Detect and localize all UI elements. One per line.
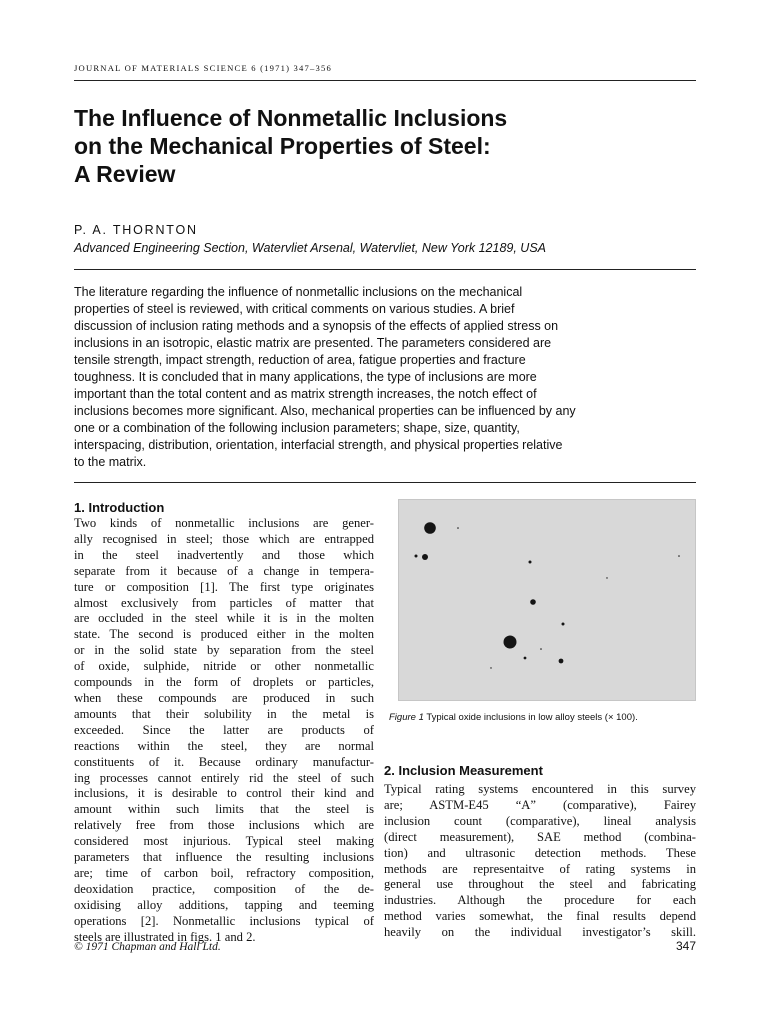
author-name: P. A. THORNTON [74, 223, 198, 237]
body-line: in the steel inadvertently and those which [74, 547, 374, 562]
body-line: industries. Although the procedure for each [384, 893, 696, 908]
inclusion-particle [415, 555, 418, 558]
inclusion-particle [490, 667, 491, 668]
inclusion-particle [530, 599, 536, 605]
inclusion-particle [424, 522, 436, 534]
micrograph-svg [399, 500, 695, 700]
introduction-body [74, 516, 374, 945]
body-line: relatively free from those inclusions which are [74, 818, 374, 833]
figure-caption-text: Typical oxide inclusions in low alloy steels (× 100). [426, 712, 638, 723]
body-line: ture or composition [1]. The first type originates [74, 579, 374, 594]
abstract-line: discussion of inclusion rating methods and a synopsis of the effects of applied stress on [74, 319, 559, 333]
divider-rule [74, 482, 696, 483]
inclusion-particle [559, 659, 564, 664]
abstract-line: one or a combination of the following inclusion parameters; shape, size, quantity, [74, 421, 520, 435]
body-line: inclusions, it is desirable to control their kind and [74, 786, 374, 801]
body-line: when these compounds are produced in such [74, 690, 374, 705]
body-line: inclusion count (comparative), lineal analysis [384, 813, 696, 828]
body-line: are; time of carbon boil, refractory composition, [74, 865, 374, 880]
divider-rule [74, 269, 696, 270]
body-line: parameters that influence the resulting inclusions [74, 850, 374, 865]
body-line: ing processes cannot entirely rid the steel of such [74, 770, 374, 785]
inclusion-particle [540, 648, 542, 650]
body-line: compounds in the form of droplets or particles, [74, 675, 374, 690]
inclusion-measurement-heading: 2. Inclusion Measurement [384, 763, 543, 778]
inclusion-particle [457, 527, 459, 529]
abstract-line: inclusions in an isotropic, elastic matrix are presented. The parameters considered are [74, 336, 552, 350]
body-line: state. The second is produced either in the molten [74, 627, 374, 642]
abstract-line: inclusions becomes more significant. Also, mechanical properties can be influenced by any [74, 404, 576, 418]
abstract-line: The literature regarding the influence of nonmetallic inclusions on the mechanical [74, 285, 523, 299]
body-line: method varies somewhat, the final results depend [384, 909, 696, 924]
title-line: The Influence of Nonmetallic Inclusions [74, 105, 508, 131]
body-line: considered most injurious. Typical steel making [74, 834, 374, 849]
body-line: Typical rating systems encountered in this survey [384, 782, 696, 796]
body-line: reactions within the steel, they are normal [74, 738, 374, 753]
body-line: (direct measurement), SAE method (combina- [384, 829, 696, 844]
title-line: A Review [74, 161, 176, 187]
body-line: separate from it because of a change in tempera- [74, 563, 374, 578]
body-line: exceeded. Since the latter are products of [74, 722, 374, 737]
inclusion-particle [678, 555, 680, 557]
body-line: ally recognised in steel; those which are entrapped [74, 531, 374, 546]
title-line: on the Mechanical Properties of Steel: [74, 133, 491, 159]
inclusion-particle [606, 577, 607, 578]
inclusion-particle [524, 657, 527, 660]
body-line: are; ASTM-E45 “A” (comparative), Fairey [384, 797, 696, 812]
body-line: amounts that their solubility in the metal is [74, 706, 374, 721]
figure-micrograph [398, 499, 696, 701]
inclusion-particle [422, 554, 428, 560]
body-line: almost exclusively from particles of matter that [74, 595, 374, 610]
body-line: operations [2]. Nonmetallic inclusions typical of [74, 913, 374, 928]
page-number: 347 [675, 939, 696, 953]
body-line: or in the solid state by separation from the steel [74, 643, 374, 658]
abstract-line: to the matrix. [74, 455, 147, 469]
figure-label: Figure 1 [389, 712, 424, 723]
copyright-notice: © 1971 Chapman and Hall Ltd. [74, 941, 221, 953]
abstract [74, 284, 696, 471]
body-line: heavily on the individual investigator’s skill. [384, 925, 696, 940]
abstract-line: tensile strength, impact strength, reduction of area, fatigue properties and fracture [74, 353, 526, 367]
inclusion-particle [504, 636, 517, 649]
body-line: Two kinds of nonmetallic inclusions are gener- [74, 516, 374, 530]
body-line: steels are illustrated in figs. 1 and 2. [74, 929, 256, 944]
body-line: oxidising alloy additions, tapping and teeming [74, 897, 374, 912]
body-line: amount within such limits that the steel is [74, 802, 374, 817]
micrograph-background [399, 500, 695, 700]
body-line: general use throughout the steel and fabricating [384, 877, 696, 892]
inclusion-particle [529, 561, 532, 564]
abstract-line: important than the total content and as matrix strength increases, the notch effect of [74, 387, 537, 401]
introduction-heading: 1. Introduction [74, 500, 165, 515]
author-affiliation: Advanced Engineering Section, Watervliet Arsenal, Watervliet, New York 12189, USA [74, 241, 547, 255]
journal-header: JOURNAL OF MATERIALS SCIENCE 6 (1971) 347–356 [74, 62, 696, 81]
inclusion-particle [562, 623, 565, 626]
body-line: constituents of it. Because ordinary manufactur- [74, 754, 374, 769]
abstract-line: properties of steel is reviewed, with critical comments on various studies. A brief [74, 302, 515, 316]
figure-caption [389, 711, 696, 724]
inclusion-measurement-body [384, 782, 696, 941]
body-line: tion) and ultrasonic detection methods. These [384, 845, 696, 860]
abstract-line: interspacing, distribution, orientation, interfacial strength, and physical properties relative [74, 438, 563, 452]
body-line: are occluded in the steel while it is in the molten [74, 611, 374, 626]
body-line: of oxide, sulphide, nitride or other nonmetallic [74, 659, 374, 674]
abstract-line: toughness. It is concluded that in many applications, the type of inclusions are more [74, 370, 537, 384]
body-line: methods are representaitve of rating systems in [384, 861, 696, 876]
article-title [74, 104, 696, 188]
body-line: deoxidation practice, composition of the de- [74, 881, 374, 896]
